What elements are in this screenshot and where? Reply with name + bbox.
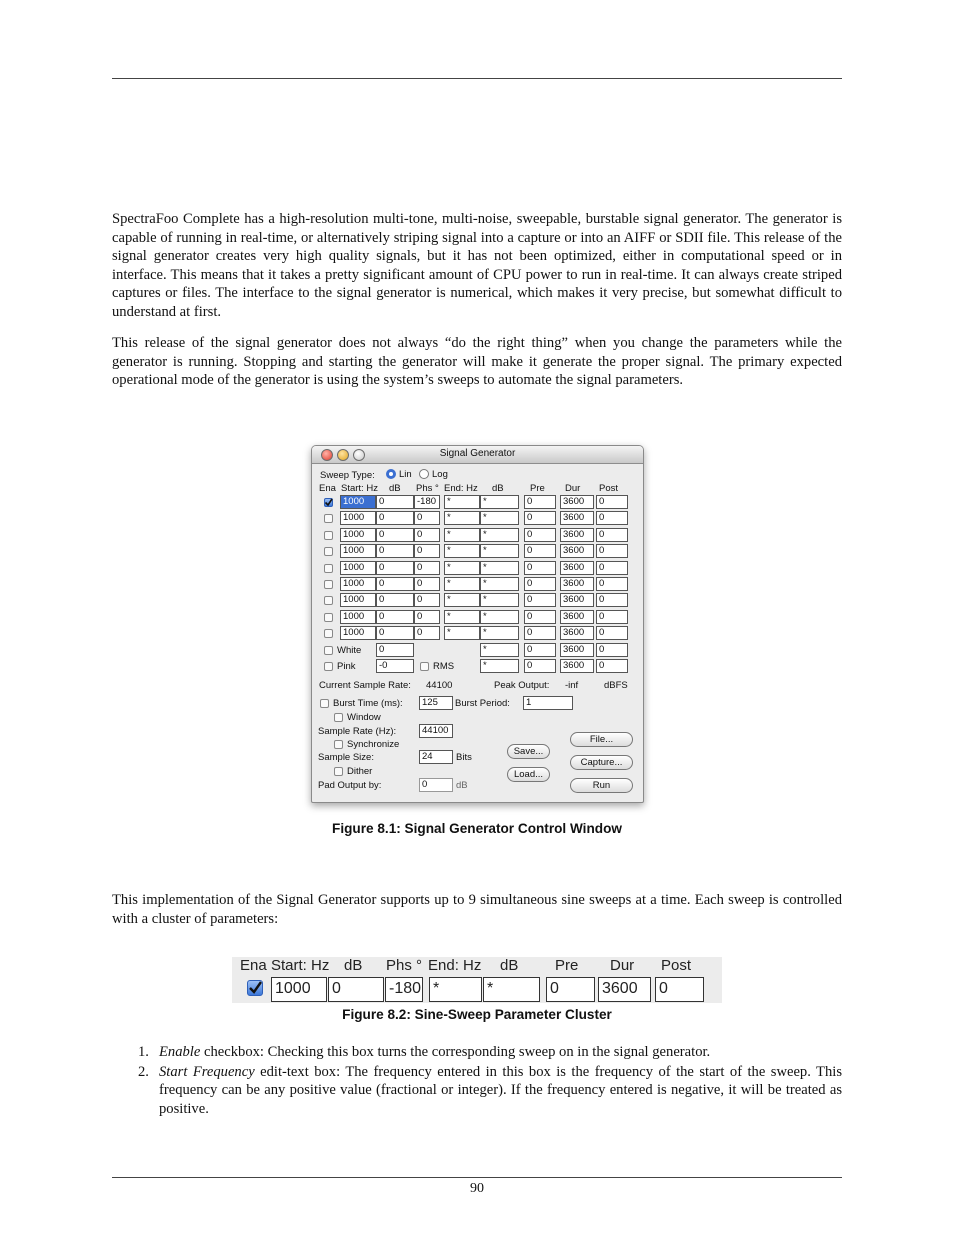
sweep-type-label: Sweep Type: [320, 470, 375, 481]
white-db-field[interactable]: 0 [376, 643, 414, 657]
sweep-dur-field[interactable]: 3600 [560, 528, 594, 542]
sweep-db-field[interactable]: 0 [376, 544, 414, 558]
header-rule [112, 78, 842, 79]
run-button[interactable]: Run [570, 778, 633, 793]
sweep-end-db-field[interactable]: * [480, 577, 519, 591]
sweep-end-db-field[interactable]: * [480, 610, 519, 624]
burst-time-field[interactable]: 125 [419, 696, 453, 710]
intro-paragraph: SpectraFoo Complete has a high-resolution multi-tone, multi-noise, sweepable, burstable signal generator. The generator is capable of running in real-time, or alternatively striping signal into a capture or into an AIFF or SDII file. This release of the signal generator creates very high quality signals, but it has not been optimized, either in computational speed or in interface. This means that it takes a pretty significant amount of CPU power to run in real-time. It can always create striped captures or files. The interface to the signal generator is numerical, which makes it very precise, but somewhat difficult to understand at first. [112, 211, 842, 320]
sample-size-label: Sample Size: [318, 752, 374, 763]
col-header-end-db: dB [492, 483, 504, 494]
pink-pre-field[interactable]: 0 [524, 659, 556, 673]
sweep-enable-checkbox[interactable] [324, 564, 333, 573]
log-label: Log [432, 469, 448, 480]
sweep-pre-field[interactable]: 0 [524, 544, 556, 558]
capture-button[interactable]: Capture... [570, 755, 633, 770]
sweep-pre-field[interactable]: 0 [524, 495, 556, 509]
cluster-header-phs: Phs ° [386, 957, 423, 974]
bits-label: Bits [456, 752, 472, 763]
sweep-enable-checkbox[interactable] [324, 498, 333, 507]
list-item-number: 1. [138, 1044, 149, 1060]
pink-post-field[interactable]: 0 [596, 659, 628, 673]
sweep-post-field[interactable]: 0 [596, 528, 628, 542]
list-item-text: edit-text box: The frequency entered in this box is the frequency of the start of the sweep. This frequency can be any positive value (fractional or integer). If the frequency entered is negative, it will be treated as positive. [159, 1063, 843, 1117]
list-item-term: Start Frequency [159, 1063, 255, 1080]
pink-db-field[interactable]: -0 [376, 659, 414, 673]
sweep-end-hz-field[interactable]: * [444, 544, 480, 558]
cluster-header-dur: Dur [610, 957, 635, 974]
peak-output-value: -inf [565, 680, 579, 691]
sweep-enable-checkbox[interactable] [324, 514, 333, 523]
sweep-db-field[interactable]: 0 [376, 610, 414, 624]
figure-2-caption: Figure 8.2: Sine-Sweep Parameter Cluster [342, 1007, 612, 1022]
sweep-post-field[interactable]: 0 [596, 626, 628, 640]
sweep-start-field[interactable]: 1000 [340, 511, 376, 525]
cluster-header-post: Post [661, 957, 692, 974]
sweep-pre-field[interactable]: 0 [524, 511, 556, 525]
sample-rate-label: Sample Rate (Hz): [318, 726, 397, 737]
sweep-end-db-field[interactable]: * [480, 495, 519, 509]
white-post-field[interactable]: 0 [596, 643, 628, 657]
rms-label: RMS [433, 661, 455, 672]
cluster-end-hz-field[interactable]: * [429, 977, 482, 1002]
burst-time-checkbox[interactable] [320, 699, 329, 708]
list-item [138, 1063, 842, 1119]
sweep-end-hz-field[interactable]: * [444, 495, 480, 509]
parameter-list [138, 1043, 842, 1118]
save-button[interactable]: Save... [507, 744, 550, 759]
window-titlebar [312, 446, 643, 464]
pad-output-label: Pad Output by: [318, 780, 382, 791]
sweep-start-field[interactable]: 1000 [340, 528, 376, 542]
window-title: Signal Generator [439, 448, 516, 459]
sweep-post-field[interactable]: 0 [596, 544, 628, 558]
sweep-enable-checkbox[interactable] [324, 629, 333, 638]
current-sample-rate-value: 44100 [426, 680, 453, 691]
signal-generator-window [311, 445, 644, 803]
cluster-pre-field[interactable]: 0 [546, 977, 595, 1002]
peak-output-label: Peak Output: [494, 680, 550, 691]
sweep-post-field[interactable]: 0 [596, 593, 628, 607]
sweep-pre-field[interactable]: 0 [524, 610, 556, 624]
load-button[interactable]: Load... [507, 767, 550, 782]
window-checkbox[interactable] [334, 713, 343, 722]
col-header-phs: Phs ° [416, 483, 439, 494]
dither-checkbox[interactable] [334, 767, 343, 776]
sweep-end-hz-field[interactable]: * [444, 511, 480, 525]
sweep-post-field[interactable]: 0 [596, 610, 628, 624]
sweep-start-field[interactable]: 1000 [340, 626, 376, 640]
lin-label: Lin [399, 469, 412, 480]
sweep-phs-field[interactable]: 0 [414, 610, 440, 624]
cluster-enable-checkbox[interactable] [247, 980, 263, 996]
synchronize-checkbox[interactable] [334, 740, 343, 749]
synchronize-label: Synchronize [347, 739, 400, 750]
sweep-phs-field[interactable]: 0 [414, 626, 440, 640]
sweep-post-field[interactable]: 0 [596, 577, 628, 591]
footer-rule [112, 1177, 842, 1178]
sweep-db-field[interactable]: 0 [376, 495, 414, 509]
sweep-dur-field[interactable]: 3600 [560, 577, 594, 591]
cluster-header-ena: Ena [240, 957, 267, 974]
sweep-pre-field[interactable]: 0 [524, 528, 556, 542]
sweep-dur-field[interactable]: 3600 [560, 593, 594, 607]
sweep-end-hz-field[interactable]: * [444, 528, 480, 542]
sweep-dur-field[interactable]: 3600 [560, 544, 594, 558]
sweep-db-field[interactable]: 0 [376, 577, 414, 591]
sweep-end-hz-field[interactable]: * [444, 626, 480, 640]
list-item [138, 1043, 842, 1062]
sweep-phs-field[interactable]: 0 [414, 511, 440, 525]
sweep-dur-field[interactable]: 3600 [560, 561, 594, 575]
col-header-end-hz: End: Hz [444, 483, 478, 494]
cluster-dur-field[interactable]: 3600 [598, 977, 651, 1002]
col-header-start-hz: Start: Hz [341, 483, 378, 494]
sweep-pre-field[interactable]: 0 [524, 626, 556, 640]
check-icon [247, 980, 263, 996]
sample-rate-field[interactable]: 44100 [419, 724, 453, 738]
sweep-enable-checkbox[interactable] [324, 547, 333, 556]
burst-period-field[interactable]: 1 [523, 696, 573, 710]
rms-checkbox[interactable] [420, 662, 429, 671]
implementation-paragraph: This implementation of the Signal Generator supports up to 9 simultaneous sine sweeps at a time. Each sweep is controlled with a cluster of parameters: [112, 892, 842, 927]
sweep-db-field[interactable]: 0 [376, 561, 414, 575]
cluster-phs-field[interactable]: -180 [385, 977, 423, 1002]
sweep-end-hz-field[interactable]: * [444, 610, 480, 624]
sweep-start-field[interactable]: 1000 [340, 577, 376, 591]
sweep-start-field[interactable]: 1000 [340, 593, 376, 607]
cluster-end-db-field[interactable]: * [483, 977, 540, 1002]
sweep-phs-field[interactable]: -180 [414, 495, 440, 509]
sweep-start-field[interactable]: 1000 [340, 561, 376, 575]
pad-output-field[interactable]: 0 [419, 778, 453, 792]
pink-end-db-field[interactable]: * [480, 659, 519, 673]
white-checkbox[interactable] [324, 646, 333, 655]
sweep-pre-field[interactable]: 0 [524, 577, 556, 591]
white-dur-field[interactable]: 3600 [560, 643, 594, 657]
sweep-pre-field[interactable]: 0 [524, 593, 556, 607]
sweep-end-hz-field[interactable]: * [444, 593, 480, 607]
page-number: 90 [470, 1181, 484, 1196]
cluster-start-field[interactable]: 1000 [271, 977, 327, 1002]
pink-label: Pink [337, 661, 356, 672]
sweep-enable-checkbox[interactable] [324, 613, 333, 622]
sweep-end-hz-field[interactable]: * [444, 561, 480, 575]
cluster-header-end-hz: End: Hz [428, 957, 482, 974]
white-label: White [337, 645, 362, 656]
pink-dur-field[interactable]: 3600 [560, 659, 594, 673]
figure-1-caption: Figure 8.1: Signal Generator Control Window [332, 821, 622, 836]
list-item-text: checkbox: Checking this box turns the corresponding sweep on in the signal generator. [200, 1044, 711, 1060]
cluster-db-field[interactable]: 0 [328, 977, 384, 1002]
sweep-db-field[interactable]: 0 [376, 528, 414, 542]
sweep-post-field[interactable]: 0 [596, 495, 628, 509]
white-pre-field[interactable]: 0 [524, 643, 556, 657]
sweep-start-field[interactable]: 1000 [340, 610, 376, 624]
sweep-start-field[interactable]: 1000 [340, 544, 376, 558]
col-header-pre: Pre [530, 483, 545, 494]
sweep-end-db-field[interactable]: * [480, 528, 519, 542]
cluster-header-start-hz: Start: Hz [271, 957, 330, 974]
cluster-header-end-db: dB [500, 957, 519, 974]
sweep-post-field[interactable]: 0 [596, 561, 628, 575]
sweep-enable-checkbox[interactable] [324, 596, 333, 605]
cluster-header-pre: Pre [555, 957, 579, 974]
sweep-dur-field[interactable]: 3600 [560, 511, 594, 525]
col-header-dur: Dur [565, 483, 581, 494]
list-item-term: Enable [159, 1044, 201, 1060]
sweep-db-field[interactable]: 0 [376, 593, 414, 607]
sweep-enable-checkbox[interactable] [324, 580, 333, 589]
sweep-end-db-field[interactable]: * [480, 626, 519, 640]
burst-time-label: Burst Time (ms): [333, 698, 403, 709]
file-button[interactable]: File... [570, 732, 633, 747]
sweep-phs-field[interactable]: 0 [414, 528, 440, 542]
sweep-end-hz-field[interactable]: * [444, 577, 480, 591]
sine-sweep-cluster [232, 957, 722, 1003]
sweep-end-db-field[interactable]: * [480, 544, 519, 558]
lin-radio[interactable] [386, 469, 396, 479]
col-header-ena: Ena [319, 483, 336, 494]
log-radio[interactable] [419, 469, 429, 479]
sweep-phs-field[interactable]: 0 [414, 544, 440, 558]
current-sample-rate-label: Current Sample Rate: [319, 680, 411, 691]
peak-output-unit: dBFS [604, 680, 628, 691]
white-end-db-field[interactable]: * [480, 643, 519, 657]
dither-label: Dither [347, 766, 373, 777]
cluster-header-db: dB [344, 957, 363, 974]
sweep-phs-field[interactable]: 0 [414, 577, 440, 591]
sweep-end-db-field[interactable]: * [480, 593, 519, 607]
sweep-dur-field[interactable]: 3600 [560, 626, 594, 640]
sweep-pre-field[interactable]: 0 [524, 561, 556, 575]
list-item-number: 2. [138, 1063, 149, 1080]
sweep-post-field[interactable]: 0 [596, 511, 628, 525]
col-header-post: Post [599, 483, 619, 494]
sweep-end-db-field[interactable]: * [480, 561, 519, 575]
behavior-paragraph: This release of the signal generator does not always “do the right thing” when you change the parameters while the generator is running. Stopping and starting the generator will make it generate the proper signal. The primary expected operational mode of the generator is using the system’s sweeps to automate the signal parameters. [112, 335, 842, 389]
sweep-phs-field[interactable]: 0 [414, 561, 440, 575]
cluster-post-field[interactable]: 0 [655, 977, 704, 1002]
pink-checkbox[interactable] [324, 662, 333, 671]
sweep-dur-field[interactable]: 3600 [560, 495, 594, 509]
sweep-end-db-field[interactable]: * [480, 511, 519, 525]
col-header-db: dB [389, 483, 401, 494]
sweep-db-field[interactable]: 0 [376, 626, 414, 640]
burst-period-label: Burst Period: [455, 698, 510, 709]
window-label: Window [347, 712, 381, 723]
sweep-db-field[interactable]: 0 [376, 511, 414, 525]
pad-unit-label: dB [456, 780, 468, 791]
check-icon [324, 498, 333, 507]
sweep-start-field[interactable]: 1000 [340, 495, 376, 509]
sweep-enable-checkbox[interactable] [324, 531, 333, 540]
sweep-dur-field[interactable]: 3600 [560, 610, 594, 624]
sample-size-field[interactable]: 24 [419, 750, 453, 764]
sweep-phs-field[interactable]: 0 [414, 593, 440, 607]
